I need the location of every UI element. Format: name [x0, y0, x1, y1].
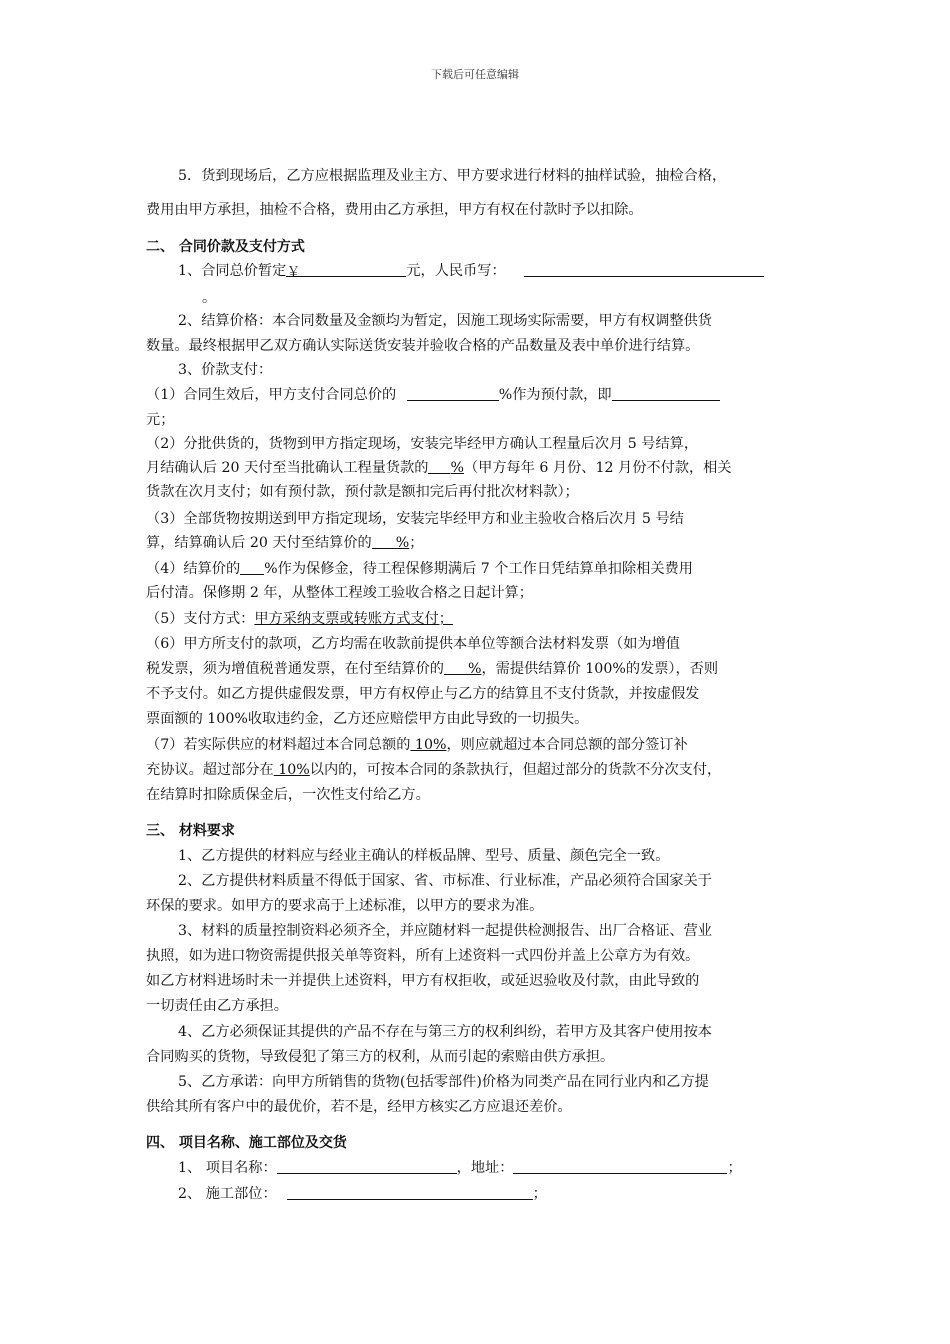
text: 1、 项目名称：	[178, 1160, 277, 1176]
paragraph: 1、乙方提供的材料应与经业主确认的样板品牌、型号、质量、颜色完全一致。	[178, 848, 670, 864]
text: ，地址：	[456, 1160, 514, 1176]
paragraph	[178, 1182, 547, 1206]
text: ，需提供结算价 100%的发票），否则	[481, 661, 719, 677]
prepay-percent-blank[interactable]	[407, 385, 499, 401]
paragraph: 环保的要求。如甲方的要求高于上述标准，以甲方的要求为准。	[146, 898, 544, 914]
text: （7）若实际供应的材料超过本合同总额的	[146, 737, 411, 753]
paragraph: 5、乙方承诺：向甲方所销售的货物(包括零部件)价格为同类产品在同行业内和乙方提	[178, 1074, 709, 1090]
paragraph: （6）甲方所支付的款项，乙方均需在收款前提供本单位等额合法材料发票（如为增值	[146, 636, 680, 652]
text: 税发票，须为增值税普通发票，在付至结算价的	[146, 661, 444, 677]
paragraph: （2）分批供货的，货物到甲方指定现场，安装完毕经甲方确认工程量后次月 5 号结算，	[146, 436, 699, 452]
paragraph	[146, 557, 693, 581]
project-name-blank[interactable]	[277, 1158, 457, 1174]
section-heading: 四、 项目名称、施工部位及交货	[146, 1135, 347, 1151]
paragraph: 费用由甲方承担，抽检不合格，费用由乙方承担，甲方有权在付款时予以扣除。	[146, 202, 643, 218]
text: 元；	[146, 412, 175, 428]
paragraph: 2、结算价格：本合同数量及金额均为暂定，因施工现场实际需要，甲方有权调整供货	[178, 313, 712, 329]
paragraph: 执照，如为进口物资需提供报关单等资料，所有上述资料一式四份并盖上公章方为有效。	[146, 948, 700, 964]
text: ；	[532, 1186, 547, 1202]
text: 充协议。超过部分在	[146, 762, 274, 778]
paragraph: 一切责任由乙方承担。	[146, 998, 288, 1014]
paragraph: 2、乙方提供材料质量不得低于国家、省、市标准、行业标准，产品必须符合国家关于	[178, 873, 712, 889]
paragraph: 票面额的 100%收取违约金，乙方还应赔偿甲方由此导致的一切损失。	[146, 711, 589, 727]
paragraph	[146, 657, 718, 681]
text: 甲方采纳支票或转账方式支付；	[254, 611, 453, 627]
address-blank[interactable]	[513, 1158, 727, 1174]
paragraph: 3、材料的质量控制资料必须齐全，并应随材料一起提供检测报告、出厂合格证、营业	[178, 923, 712, 939]
text: 算，结算确认后 20 天付至结算价的	[146, 535, 372, 551]
text: （1）合同生效后，甲方支付合同总价的	[146, 387, 397, 403]
text: （4）结算价的	[146, 561, 241, 577]
text: 10%	[273, 762, 310, 778]
text: 。	[202, 290, 217, 306]
text: %	[395, 535, 410, 551]
paragraph: 如乙方材料进场时未一并提供上述资料，甲方有权拒收，或延迟验收及付款，由此导致的	[146, 973, 700, 989]
text: %	[467, 661, 482, 677]
text: 10%	[410, 737, 447, 753]
text: 1、合同总价暂定	[178, 263, 287, 279]
text: 月结确认后 20 天付至当批确认工程量货款的	[146, 460, 429, 476]
paragraph	[146, 531, 423, 555]
text: ；	[409, 535, 424, 551]
paragraph: 3、价款支付：	[178, 362, 273, 378]
paragraph: 不予支付。如乙方提供虚假发票，甲方有权停止与乙方的结算且不支付货款，并按虚假发	[146, 686, 700, 702]
final-percent-blank[interactable]	[372, 533, 396, 549]
text: 以内的，可按本合同的条款执行，但超过部分的货款不分次支付，	[309, 762, 722, 778]
page-header: 下载后可任意编辑	[431, 68, 519, 81]
section-heading: 三、 材料要求	[146, 823, 235, 839]
text: （甲方每年 6 月份、12 月份不付款，相关	[463, 460, 732, 476]
text: ；	[727, 1160, 742, 1176]
paragraph: 合同购买的货物，导致侵犯了第三方的权利，从而引起的索赔由供方承担。	[146, 1049, 615, 1065]
paragraph: 供给其所有客户中的最优价，若不是，经甲方核实乙方应退还差价。	[146, 1099, 572, 1115]
invoice-percent-blank[interactable]	[444, 659, 468, 675]
text: （5）支付方式：	[146, 611, 255, 627]
paragraph: 5．货到现场后，乙方应根据监理及业主方、甲方要求进行材料的抽样试验，抽检合格，	[178, 168, 727, 184]
paragraph: 后付清。保修期 2 年，从整体工程竣工验收合格之日起计算；	[146, 585, 533, 601]
amount-words-blank[interactable]	[524, 261, 764, 277]
paragraph: 在结算时扣除质保金后，一次性支付给乙方。	[146, 787, 430, 803]
paragraph	[146, 456, 732, 480]
text: 元，人民币写：	[406, 263, 506, 279]
paragraph	[178, 259, 764, 283]
construction-site-blank[interactable]	[287, 1184, 533, 1200]
text: %作为预付款，即	[498, 387, 612, 403]
warranty-percent-blank[interactable]	[240, 559, 264, 575]
text: 2、 施工部位：	[178, 1186, 277, 1202]
paragraph	[178, 1156, 742, 1180]
paragraph: 货款在次月支付；如有预付款，预付款是额扣完后再付批次材料款）；	[146, 484, 579, 500]
paragraph	[146, 383, 720, 407]
paragraph: （3）全部货物按期送到甲方指定现场，安装完毕经甲方和业主验收合格后次月 5 号结	[146, 511, 684, 527]
paragraph	[146, 733, 688, 757]
prepay-amount-blank[interactable]	[612, 385, 720, 401]
total-price-blank[interactable]	[286, 261, 406, 281]
paragraph: 4、乙方必须保证其提供的产品不存在与第三方的权利纠纷，若甲方及其客户使用按本	[178, 1024, 712, 1040]
section-heading: 二、 合同价款及支付方式	[146, 239, 305, 255]
paragraph	[146, 758, 721, 782]
text: ，则应就超过本合同总额的部分签订补	[446, 737, 688, 753]
text: %	[450, 460, 464, 476]
yen-sign: ￥	[286, 265, 301, 281]
paragraph	[146, 607, 453, 631]
paragraph: 数量。最终根据甲乙双方确认实际送货安装并验收合格的产品数量及表中单价进行结算。	[146, 338, 700, 354]
batch-percent-blank[interactable]	[428, 458, 450, 474]
text: %作为保修金，待工程保修期满后 7 个工作日凭结算单扣除相关费用	[264, 561, 693, 577]
